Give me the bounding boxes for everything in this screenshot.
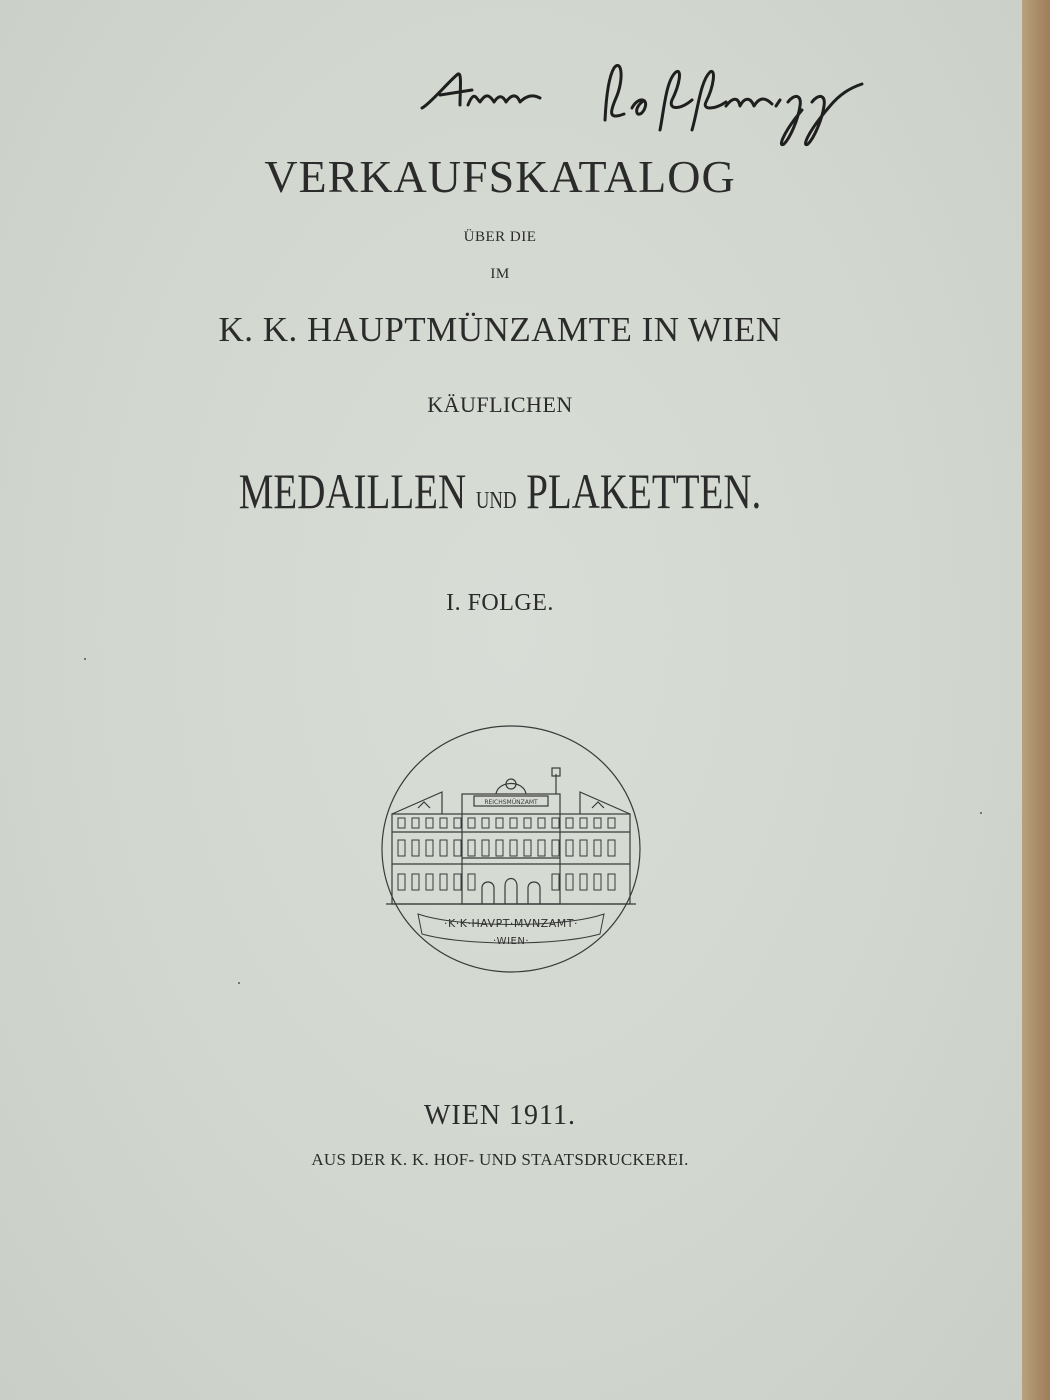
subject-heading bbox=[0, 462, 1000, 520]
medal-window bbox=[454, 840, 461, 856]
medal-banner-text: REICHSMÜNZAMT bbox=[484, 799, 538, 806]
paper-speck bbox=[238, 982, 240, 984]
medal-window bbox=[594, 840, 601, 856]
medal-window bbox=[398, 840, 405, 856]
medal-window bbox=[608, 818, 615, 828]
medal-window bbox=[552, 840, 559, 856]
medal-window bbox=[566, 840, 573, 856]
series-number: I. FOLGE. bbox=[446, 590, 554, 616]
medal-window bbox=[426, 840, 433, 856]
medal-window bbox=[594, 818, 601, 828]
medal-window bbox=[468, 840, 475, 856]
medal-window bbox=[524, 840, 531, 856]
medal-window bbox=[580, 874, 587, 890]
institution-name: K. K. HAUPTMÜNZAMTE IN WIEN bbox=[218, 310, 782, 349]
subject-und: UND bbox=[475, 488, 517, 514]
medal-window bbox=[566, 818, 573, 828]
medal-window bbox=[552, 874, 559, 890]
medal-window bbox=[412, 840, 419, 856]
medal-window bbox=[608, 874, 615, 890]
medal-window bbox=[482, 840, 489, 856]
medal-window bbox=[398, 874, 405, 890]
medal-window bbox=[510, 818, 517, 828]
paper-speck bbox=[84, 658, 86, 660]
medal-window bbox=[496, 840, 503, 856]
subject-plaketten: PLAKETTEN. bbox=[526, 463, 762, 519]
medal-window bbox=[524, 818, 531, 828]
medal-window bbox=[608, 840, 615, 856]
medal-window bbox=[496, 818, 503, 828]
medal-window bbox=[510, 840, 517, 856]
medal-window bbox=[440, 818, 447, 828]
medal-inscription-1: ·K·K·HAVPT·MVNZAMT· bbox=[444, 917, 578, 930]
medal-window bbox=[440, 874, 447, 890]
medal-window bbox=[454, 818, 461, 828]
mint-medal-engraving bbox=[378, 722, 644, 976]
medal-window bbox=[482, 818, 489, 828]
medal-window bbox=[594, 874, 601, 890]
medal-window bbox=[440, 840, 447, 856]
medal-window bbox=[398, 818, 405, 828]
medal-window bbox=[566, 874, 573, 890]
medal-window bbox=[552, 818, 559, 828]
medal-window bbox=[454, 874, 461, 890]
book-edge bbox=[1022, 0, 1050, 1400]
handwritten-signature bbox=[410, 50, 880, 150]
medal-window bbox=[538, 840, 545, 856]
medal-window bbox=[580, 818, 587, 828]
paper-speck bbox=[980, 812, 982, 814]
medal-window bbox=[538, 818, 545, 828]
subtitle-im: IM bbox=[490, 266, 510, 282]
printer-imprint: AUS DER K. K. HOF- UND STAATSDRUCKEREI. bbox=[311, 1150, 689, 1169]
subtitle-ueber-die: ÜBER DIE bbox=[463, 229, 537, 245]
medal-inscription-2: ·WIEN· bbox=[493, 936, 529, 947]
place-and-year: WIEN 1911. bbox=[423, 1100, 577, 1131]
medal-window bbox=[468, 874, 475, 890]
subtitle-kaeuflichen: KÄUFLICHEN bbox=[427, 392, 573, 417]
catalog-title: VERKAUFSKATALOG bbox=[264, 151, 736, 202]
medal-window bbox=[426, 874, 433, 890]
subject-medaillen: MEDAILLEN bbox=[238, 463, 467, 519]
medal-window bbox=[412, 818, 419, 828]
medal-window bbox=[580, 840, 587, 856]
medal-window bbox=[468, 818, 475, 828]
medal-window bbox=[412, 874, 419, 890]
medal-window bbox=[426, 818, 433, 828]
